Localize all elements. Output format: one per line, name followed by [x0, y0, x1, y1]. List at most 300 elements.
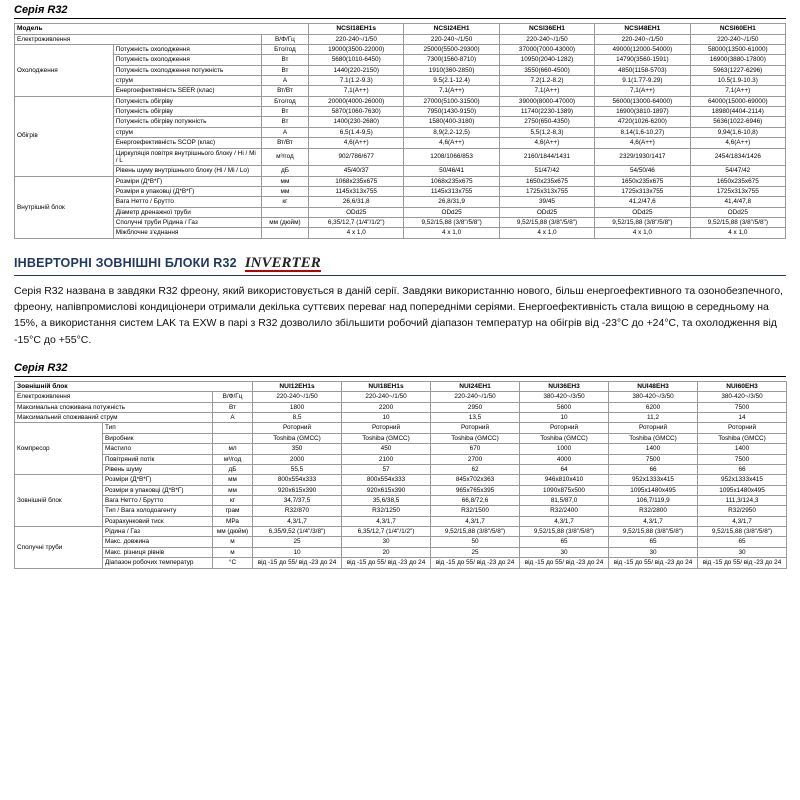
- table-cell: 8,9(2,2-12,5): [404, 127, 499, 137]
- row-param-label: Мастило: [103, 444, 213, 454]
- table-cell: 65: [520, 537, 609, 547]
- table-cell: 37000(7000-43000): [499, 44, 594, 54]
- column-header-model: NUI36EH3: [520, 381, 609, 392]
- table-cell: R32/2400: [520, 506, 609, 516]
- row-unit: м³/год: [261, 148, 308, 166]
- table-cell: 9,94(1,6-10,8): [690, 127, 785, 137]
- promo-section: [14, 255, 786, 348]
- table-cell: 45/40/37: [309, 166, 404, 176]
- table-row: [15, 485, 787, 495]
- table-cell: R32/2950: [698, 506, 787, 516]
- table-cell: 1400(230-2680): [309, 117, 404, 127]
- table-row: [15, 218, 786, 228]
- table-row: [15, 44, 786, 54]
- table-cell: 106,7/119,9: [609, 496, 698, 506]
- table-cell: 35,6/38,5: [342, 496, 431, 506]
- header-model-label: Модель: [15, 24, 309, 35]
- row-unit: А: [261, 76, 308, 86]
- table-cell: 14: [698, 413, 787, 423]
- table-cell: 2000: [253, 454, 342, 464]
- table-cell: 51/47/42: [499, 166, 594, 176]
- row-param-label: струм: [113, 76, 261, 86]
- table-cell: R32/870: [253, 506, 342, 516]
- table-row: [15, 197, 786, 207]
- table-cell: 4000: [520, 454, 609, 464]
- table-cell: 220-240~/1/50: [499, 34, 594, 44]
- table-cell: 220-240~/1/50: [342, 392, 431, 402]
- table-cell: 2160/1844/1431: [499, 148, 594, 166]
- row-unit: мл: [213, 444, 253, 454]
- table-cell: ODd25: [499, 207, 594, 217]
- table-cell: 54/47/42: [690, 166, 785, 176]
- top-series-rule: [14, 18, 786, 19]
- row-param-label: Розміри (Д*В*Г): [113, 176, 261, 186]
- row-param-label: Міжблочне з'єднання: [113, 228, 261, 238]
- table-row: [15, 464, 787, 474]
- table-row: [15, 506, 787, 516]
- table-cell: 81,5/87,0: [520, 496, 609, 506]
- table-row: [15, 176, 786, 186]
- table-row: [15, 76, 786, 86]
- table-cell: 34,7/37,5: [253, 496, 342, 506]
- table-cell: 1068х235х675: [404, 176, 499, 186]
- table-cell: 920х615х390: [342, 485, 431, 495]
- row-unit: грам: [213, 506, 253, 516]
- row-param-label: Макс. довжина: [103, 537, 213, 547]
- top-spec-table: [14, 23, 786, 239]
- row-group-label: Обігрів: [15, 96, 114, 176]
- table-cell: 56000(13000-64000): [595, 96, 690, 106]
- table-cell: 3550(660-4500): [499, 65, 594, 75]
- inverter-logo: [245, 255, 321, 272]
- table-cell: 1650х235х675: [499, 176, 594, 186]
- table-row: [15, 228, 786, 238]
- table-cell: від -15 до 55/ від -23 до 24: [253, 558, 342, 568]
- row-unit: Вт/Вт: [261, 138, 308, 148]
- table-cell: 25: [253, 537, 342, 547]
- table-cell: 18980(4404-2114): [690, 107, 785, 117]
- row-unit: [213, 423, 253, 433]
- row-param-label: Потужність обігріву потужність: [113, 117, 261, 127]
- column-header-model: NCSI18EH1s: [309, 24, 404, 35]
- row-unit: м³/год: [213, 454, 253, 464]
- table-cell: 7500: [609, 454, 698, 464]
- table-cell: 1000: [520, 444, 609, 454]
- table-cell: 11,2: [609, 413, 698, 423]
- table-cell: 220-240~/1/50: [690, 34, 785, 44]
- table-cell: від -15 до 55/ від -23 до 24: [431, 558, 520, 568]
- table-cell: 4,3/1,7: [520, 516, 609, 526]
- table-cell: від -15 до 55/ від -23 до 24: [609, 558, 698, 568]
- table-cell: 1400: [609, 444, 698, 454]
- table-cell: 1068х235х675: [309, 176, 404, 186]
- table-cell: 1440(220-2150): [309, 65, 404, 75]
- column-header-model: NCSI36EH1: [499, 24, 594, 35]
- table-cell: 4,6(А++): [404, 138, 499, 148]
- table-cell: Роторний: [609, 423, 698, 433]
- top-series-title: Серія R32: [14, 4, 68, 16]
- row-param-label: струм: [113, 127, 261, 137]
- table-row: [15, 558, 787, 568]
- table-cell: 30: [520, 547, 609, 557]
- row-param-label: Максимальний споживаний струм: [15, 413, 213, 423]
- table-cell: 55,5: [253, 464, 342, 474]
- table-cell: 902/786/677: [309, 148, 404, 166]
- table-cell: 9,52/15,88 (3/8"/5/8"): [404, 218, 499, 228]
- table-cell: Toshiba (GMCC): [342, 433, 431, 443]
- table-cell: 30: [698, 547, 787, 557]
- table-cell: Toshiba (GMCC): [609, 433, 698, 443]
- row-unit: кг: [213, 496, 253, 506]
- row-param-label: Макс. різниця рівнів: [103, 547, 213, 557]
- table-cell: 2200: [342, 402, 431, 412]
- table-cell: 4720(1026-6200): [595, 117, 690, 127]
- table-cell: 1580(400-3180): [404, 117, 499, 127]
- table-cell: 9.5(2.1-12.4): [404, 76, 499, 86]
- table-cell: 64000(15000-69000): [690, 96, 785, 106]
- table-cell: 350: [253, 444, 342, 454]
- row-unit: мм (дюйм): [261, 218, 308, 228]
- table-cell: 4 х 1,0: [309, 228, 404, 238]
- column-header-model: NUI48EH3: [609, 381, 698, 392]
- table-cell: 20000(4000-26000): [309, 96, 404, 106]
- table-row: [15, 402, 787, 412]
- row-group-label: Внутрішній блок: [15, 176, 114, 238]
- table-cell: 7,1(А++): [499, 86, 594, 96]
- row-group-label: Компресор: [15, 423, 103, 475]
- table-cell: 6,35/12,7 (1/4"/1/2"): [342, 527, 431, 537]
- table-cell: 920х615х390: [253, 485, 342, 495]
- table-cell: 220-240~/1/50: [595, 34, 690, 44]
- table-cell: Toshiba (GMCC): [431, 433, 520, 443]
- table-cell: 946х810х410: [520, 475, 609, 485]
- table-cell: 450: [342, 444, 431, 454]
- row-group-label: Охолодження: [15, 44, 114, 96]
- table-cell: 9,52/15,88 (3/8"/5/8"): [690, 218, 785, 228]
- bottom-series-title: Серія R32: [14, 361, 68, 374]
- row-unit: °С: [213, 558, 253, 568]
- table-cell: від -15 до 55/ від -23 до 24: [520, 558, 609, 568]
- row-param-label: Циркуляція повітря внутрішнього блоку / Ні / Мі / L: [113, 148, 261, 166]
- row-param-label: Рівень шуму: [103, 464, 213, 474]
- table-cell: ODd25: [690, 207, 785, 217]
- table-cell: 16900(3810-1897): [595, 107, 690, 117]
- table-cell: 26,6/31,8: [309, 197, 404, 207]
- table-cell: 4,3/1,7: [431, 516, 520, 526]
- table-cell: 25000(5500-29300): [404, 44, 499, 54]
- table-cell: 2100: [342, 454, 431, 464]
- table-cell: 1650х235х675: [690, 176, 785, 186]
- row-param-label: Вага Нетто / Брутто: [113, 197, 261, 207]
- table-cell: 1800: [253, 402, 342, 412]
- table-cell: 4,3/1,7: [609, 516, 698, 526]
- table-cell: 9,52/15,88 (3/8"/5/8"): [499, 218, 594, 228]
- table-cell: 30: [609, 547, 698, 557]
- table-cell: від -15 до 55/ від -23 до 24: [698, 558, 787, 568]
- row-unit: м: [213, 547, 253, 557]
- column-header-model: NUI18EH1s: [342, 381, 431, 392]
- table-cell: 9,52/15,88 (3/8"/5/8"): [520, 527, 609, 537]
- table-cell: 7.1(1.2-9.3): [309, 76, 404, 86]
- header-model-label: Зовнішній блок: [15, 381, 253, 392]
- table-cell: 9,52/15,88 (3/8"/5/8"): [609, 527, 698, 537]
- table-row: [15, 148, 786, 166]
- table-cell: 111,3/124,3: [698, 496, 787, 506]
- table-row: [15, 55, 786, 65]
- table-row: [15, 444, 787, 454]
- row-param-label: Розрахунковий тиск: [103, 516, 213, 526]
- table-cell: 1725х313х755: [595, 186, 690, 196]
- row-param-label: Тип / Вага холодоагенту: [103, 506, 213, 516]
- row-param-label: Рідина / Газ: [103, 527, 213, 537]
- table-cell: 5600: [520, 402, 609, 412]
- table-cell: від -15 до 55/ від -23 до 24: [342, 558, 431, 568]
- table-cell: 1400: [698, 444, 787, 454]
- table-cell: 8,5: [253, 413, 342, 423]
- table-cell: 8,14(1,6-10,27): [595, 127, 690, 137]
- table-cell: 5963(1227-6296): [690, 65, 785, 75]
- table-cell: 54/50/46: [595, 166, 690, 176]
- table-cell: 66: [698, 464, 787, 474]
- table-cell: 7500: [698, 454, 787, 464]
- table-cell: 66,8/72,6: [431, 496, 520, 506]
- table-row: [15, 475, 787, 485]
- column-header-model: NUI12EH1s: [253, 381, 342, 392]
- table-row: [15, 127, 786, 137]
- table-cell: 1725х313х755: [499, 186, 594, 196]
- row-unit: Вт: [261, 117, 308, 127]
- table-cell: 7500: [698, 402, 787, 412]
- column-header-model: NUI24EH1: [431, 381, 520, 392]
- table-cell: 220-240~/1/50: [253, 392, 342, 402]
- table-cell: 4,6(А++): [595, 138, 690, 148]
- row-unit: мм: [261, 176, 308, 186]
- row-param-label: Потужність обігріву: [113, 107, 261, 117]
- row-unit: Вт: [261, 65, 308, 75]
- table-cell: Роторний: [520, 423, 609, 433]
- table-cell: 14790(3560-1591): [595, 55, 690, 65]
- bottom-series-rule: [14, 376, 786, 377]
- promo-header: [14, 255, 786, 272]
- table-cell: 65: [698, 537, 787, 547]
- table-cell: 1208/1066/853: [404, 148, 499, 166]
- row-param-label: Потужність охолодження потужність: [113, 65, 261, 75]
- table-cell: 39000(8000-47000): [499, 96, 594, 106]
- table-row: [15, 96, 786, 106]
- table-cell: 4,6(А++): [309, 138, 404, 148]
- table-cell: 1725х313х755: [690, 186, 785, 196]
- table-cell: Toshiba (GMCC): [520, 433, 609, 443]
- row-group-label: Сполучні труби: [15, 527, 103, 568]
- row-unit: м: [213, 537, 253, 547]
- table-cell: 6,35/9,52 (1/4"/3/8"): [253, 527, 342, 537]
- table-cell: 1090х875х500: [520, 485, 609, 495]
- table-cell: 4,3/1,7: [342, 516, 431, 526]
- row-param-label: Повітряний потік: [103, 454, 213, 464]
- table-row: [15, 186, 786, 196]
- table-row: [15, 65, 786, 75]
- row-param-label: Вага Нетто / Брутто: [103, 496, 213, 506]
- column-header-model: NUI60EH3: [698, 381, 787, 392]
- table-row: [15, 166, 786, 176]
- row-group-label: Зовнішній блок: [15, 475, 103, 527]
- table-cell: 16900(3880-17800): [690, 55, 785, 65]
- row-unit: мм: [261, 186, 308, 196]
- row-unit: В/Ф/Гц: [213, 392, 253, 402]
- row-unit: Вт: [213, 402, 253, 412]
- table-cell: 1145х313х755: [404, 186, 499, 196]
- table-row: [15, 138, 786, 148]
- table-cell: 25: [431, 547, 520, 557]
- row-param-label: Потужність охолодження: [113, 44, 261, 54]
- table-cell: 220-240~/1/50: [309, 34, 404, 44]
- inverter-logo-text: INVERTER: [244, 254, 321, 271]
- table-row: [15, 117, 786, 127]
- table-cell: Toshiba (GMCC): [698, 433, 787, 443]
- table-cell: R32/1500: [431, 506, 520, 516]
- row-unit: Вт: [261, 107, 308, 117]
- table-cell: 7950(1430-9150): [404, 107, 499, 117]
- table-cell: 2329/1930/1417: [595, 148, 690, 166]
- table-cell: 800х554х333: [342, 475, 431, 485]
- row-param-label: Енергоефективність SEER (клас): [113, 86, 261, 96]
- promo-title: ІНВЕРТОРНІ ЗОВНІШНІ БЛОКИ R32: [14, 256, 237, 271]
- bottom-spec-table: [14, 381, 787, 569]
- column-header-model: NCSI48EH1: [595, 24, 690, 35]
- table-header-row: [15, 381, 787, 392]
- row-param-label: Максимальна споживана потужність: [15, 402, 213, 412]
- table-cell: 10: [253, 547, 342, 557]
- table-row: [15, 454, 787, 464]
- row-unit: А: [213, 413, 253, 423]
- table-cell: 7,1(А++): [309, 86, 404, 96]
- table-cell: 4 х 1,0: [690, 228, 785, 238]
- table-cell: 57: [342, 464, 431, 474]
- table-cell: 9.1(1.77-9.29): [595, 76, 690, 86]
- table-row: [15, 496, 787, 506]
- table-cell: 6200: [609, 402, 698, 412]
- row-unit: мм: [213, 485, 253, 495]
- table-cell: 800х554х333: [253, 475, 342, 485]
- table-cell: 845х702х363: [431, 475, 520, 485]
- table-row: [15, 107, 786, 117]
- table-cell: 952х1333х415: [609, 475, 698, 485]
- table-cell: 10.5(1.9-10.3): [690, 76, 785, 86]
- table-cell: 41,4/47,8: [690, 197, 785, 207]
- row-unit: мм (дюйм): [213, 527, 253, 537]
- table-row: [15, 207, 786, 217]
- table-cell: 7300(1560-8710): [404, 55, 499, 65]
- table-cell: 2950: [431, 402, 520, 412]
- table-cell: 58000(13500-61000): [690, 44, 785, 54]
- table-row: [15, 423, 787, 433]
- row-param-label: Потужність обігріву: [113, 96, 261, 106]
- table-row: [15, 516, 787, 526]
- table-cell: 5636(1022-6946): [690, 117, 785, 127]
- row-unit: [213, 433, 253, 443]
- table-row: [15, 392, 787, 402]
- table-cell: Toshiba (GMCC): [253, 433, 342, 443]
- row-param-label: Тип: [103, 423, 213, 433]
- table-cell: 5870(1060-7630): [309, 107, 404, 117]
- table-row: [15, 86, 786, 96]
- table-cell: 20: [342, 547, 431, 557]
- table-cell: 50: [431, 537, 520, 547]
- table-cell: 965х765х395: [431, 485, 520, 495]
- table-cell: Роторний: [431, 423, 520, 433]
- table-row: [15, 433, 787, 443]
- table-cell: 27000(5100-31500): [404, 96, 499, 106]
- table-cell: 220-240~/1/50: [404, 34, 499, 44]
- table-cell: 1145х313х755: [309, 186, 404, 196]
- table-cell: 9,52/15,88 (3/8"/5/8"): [698, 527, 787, 537]
- table-cell: 5680(1010-6450): [309, 55, 404, 65]
- table-cell: 64: [520, 464, 609, 474]
- table-cell: 670: [431, 444, 520, 454]
- table-header-row: [15, 24, 786, 35]
- row-unit: В/Ф/Гц: [261, 34, 308, 44]
- table-cell: ODd25: [404, 207, 499, 217]
- table-row: [15, 527, 787, 537]
- table-cell: 5,5(1,2-8,3): [499, 127, 594, 137]
- table-cell: 4,6(А++): [690, 138, 785, 148]
- row-unit: Бто/год: [261, 96, 308, 106]
- table-cell: 7,1(А++): [595, 86, 690, 96]
- table-cell: 66: [609, 464, 698, 474]
- table-cell: 2700: [431, 454, 520, 464]
- table-cell: 7,1(А++): [404, 86, 499, 96]
- table-cell: ODd25: [595, 207, 690, 217]
- table-cell: 50/46/41: [404, 166, 499, 176]
- row-unit: дБ: [213, 464, 253, 474]
- row-param-label: Потужність охолодження: [113, 55, 261, 65]
- table-cell: 952х1333х415: [698, 475, 787, 485]
- row-param-label: Електроживлення: [15, 392, 213, 402]
- row-unit: Бто/год: [261, 44, 308, 54]
- table-cell: 11740(2230-1389): [499, 107, 594, 117]
- table-cell: 6,35/12,7 (1/4"/1/2"): [309, 218, 404, 228]
- table-cell: R32/1250: [342, 506, 431, 516]
- promo-paragraph: Серія R32 названа в завдяки R32 фреону, який використовується в даній серії. Завдяки використанню нового, більш енергоефективного та озонобезпечного, фреону, напівпромислові кондиціонери отримали декілька суттєвих переваг над попередніми серіями. Енергоефективність стала вищою в середньому на 15%, а використання систем LAK та EXW в парі з R32 дозволило збільшити робочий діапазон температур на обігрів від -23°C до +24°C, та охолодження від -15°C до +55°C.: [14, 284, 783, 346]
- table-cell: 39/45: [499, 197, 594, 207]
- table-cell: 1095х1480х495: [698, 485, 787, 495]
- table-cell: 4,3/1,7: [253, 516, 342, 526]
- table-cell: ODd25: [309, 207, 404, 217]
- table-row: [15, 413, 787, 423]
- table-cell: 1095х1480х495: [609, 485, 698, 495]
- column-header-model: NCSI60EH1: [690, 24, 785, 35]
- table-cell: 2454/1834/1426: [690, 148, 785, 166]
- table-cell: R32/2800: [609, 506, 698, 516]
- table-cell: Роторний: [253, 423, 342, 433]
- row-unit: [261, 228, 308, 238]
- table-cell: 10: [520, 413, 609, 423]
- table-cell: 1650х235х675: [595, 176, 690, 186]
- row-unit: дБ: [261, 166, 308, 176]
- table-cell: 220-240~/1/50: [431, 392, 520, 402]
- row-unit: мм: [213, 475, 253, 485]
- table-cell: 10950(2040-1282): [499, 55, 594, 65]
- row-param-label: Розміри в упаковці (Д*В*Г): [113, 186, 261, 196]
- table-cell: 1910(360-2850): [404, 65, 499, 75]
- table-cell: 41,2/47,6: [595, 197, 690, 207]
- table-cell: 4,6(А++): [499, 138, 594, 148]
- row-param-label: Діаметр дренажної труби: [113, 207, 261, 217]
- table-row: [15, 537, 787, 547]
- row-unit: А: [261, 127, 308, 137]
- row-unit: [261, 207, 308, 217]
- table-cell: 380-420~/3/50: [698, 392, 787, 402]
